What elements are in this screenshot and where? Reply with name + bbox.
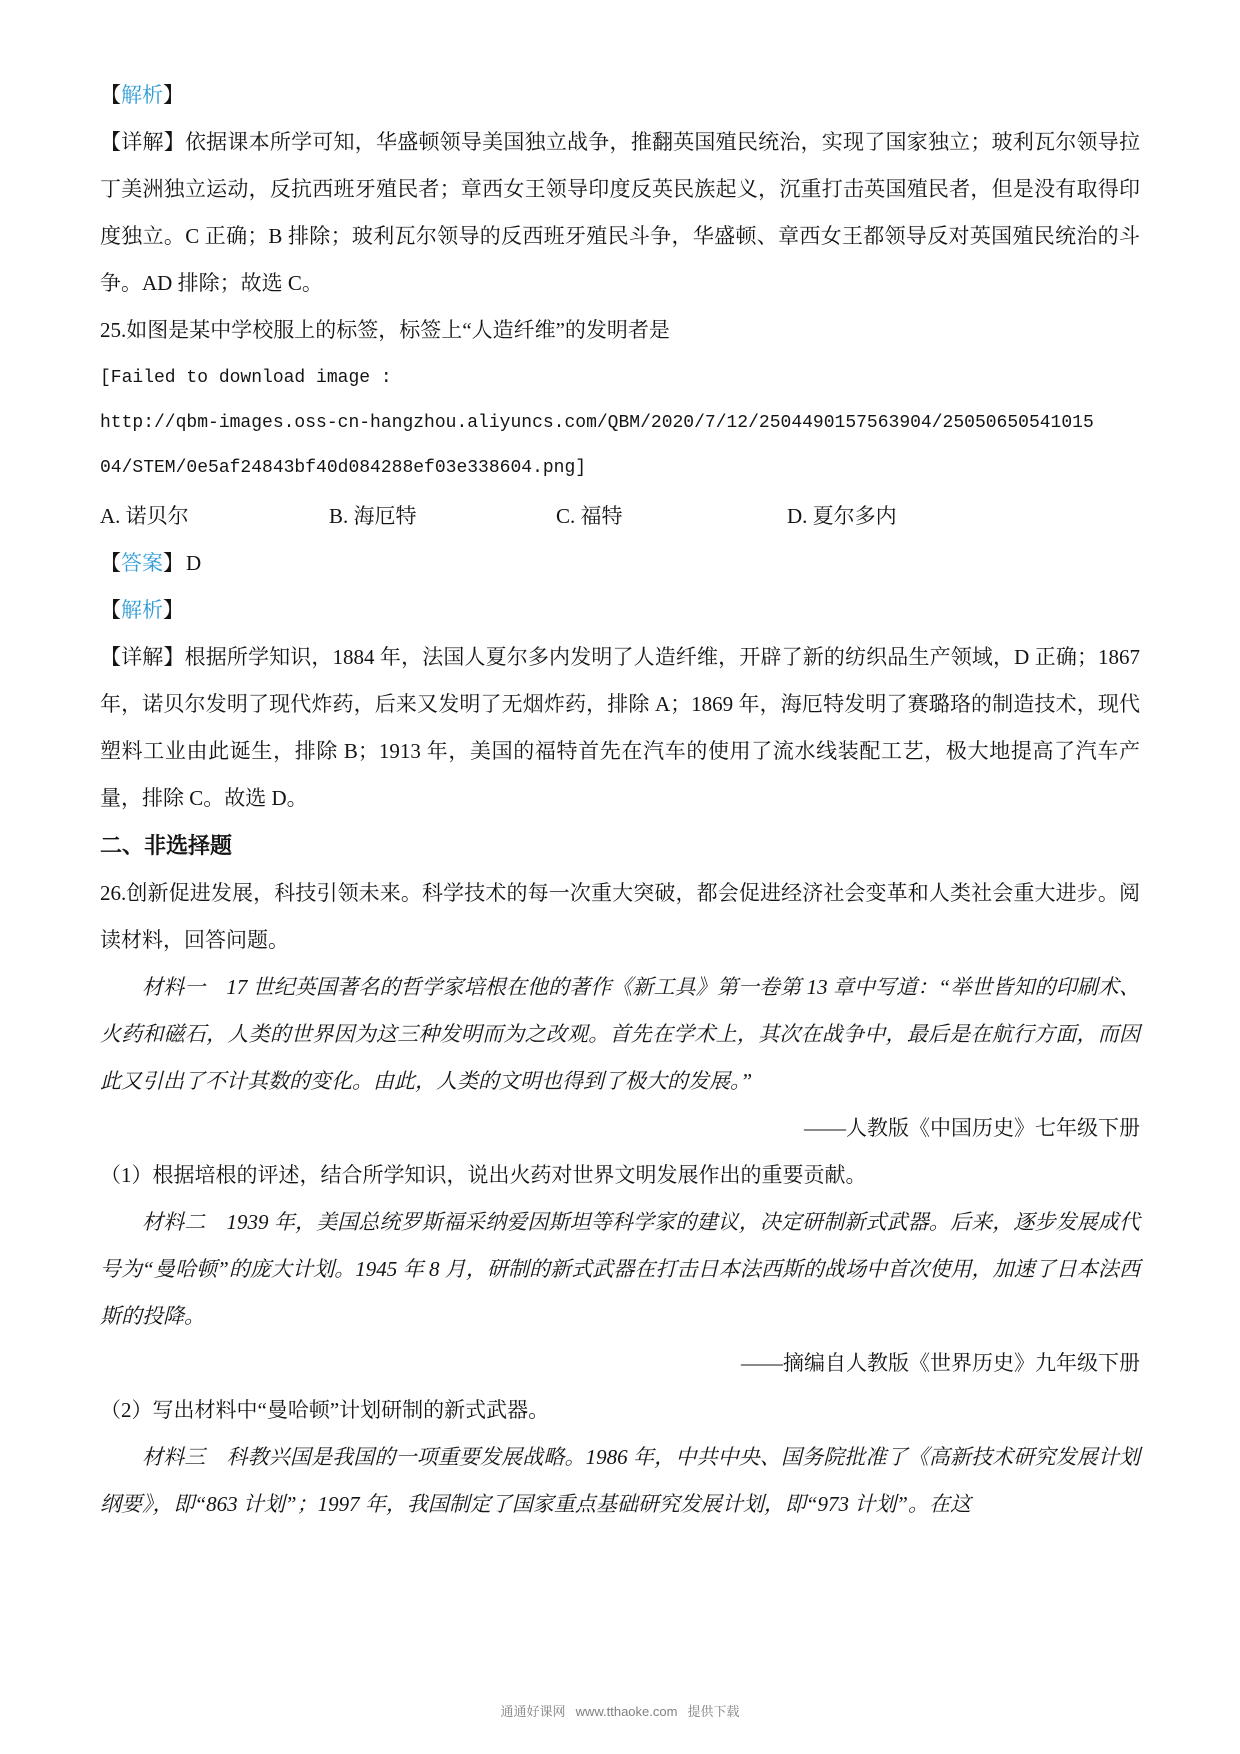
detail-text: 依据课本所学可知，华盛顿领导美国独立战争，推翻英国殖民统治，实现了国家独立；玻利瓦尔领导拉丁美洲独立运动，反抗西班牙殖民者；章西女王领导印度反英民族起义，沉重打击英国殖民者，但是没有取得印度独立。C 正确；B 排除；玻利瓦尔领导的反西班牙殖民斗争，华盛顿、章西女王都领导反对英国殖民统治的斗争。AD 排除；故选 C。 [100, 130, 1141, 295]
material-1-source: ——人教版《中国历史》七年级下册 [804, 1116, 1140, 1140]
option-b-text: 海厄特 [353, 504, 417, 528]
bracket-close: 】 [163, 645, 185, 669]
bracket-close: 】 [163, 598, 184, 622]
bracket-close: 】 [163, 551, 184, 575]
material-2-paragraph: 材料二 1939 年，美国总统罗斯福采纳爱因斯坦等科学家的建议，决定研制新式武器。后来，逐步发展成代号为“曼哈顿”的庞大计划。1945 年 8 月，研制的新式武器在打击日本法西斯的战场中首次使用，加速了日本法西斯的投降。 [100, 1210, 1140, 1328]
sub-question-1: （1）根据培根的评述，结合所学知识，说出火药对世界文明发展作出的重要贡献。 [100, 1163, 867, 1187]
option-c-text: 福特 [580, 504, 623, 528]
analysis-label: 解析 [121, 598, 163, 622]
page-footer [0, 1701, 1240, 1720]
detail-text: 根据所学知识，1884 年，法国人夏尔多内发明了人造纤维，开辟了新的纺织品生产领域，D 正确；1867 年，诺贝尔发明了现代炸药，后来又发明了无烟炸药，排除 A；1869 年，海厄特发明了赛璐珞的制造技术，现代塑料工业由此诞生，排除 B；1913 年，美国的福特首先在汽车的使用了流水线装配工艺，极大地提高了汽车产量，排除 C。故选 D。 [100, 645, 1140, 810]
material-3-paragraph: 材料三 科教兴国是我国的一项重要发展战略。1986 年，中共中央、国务院批准了《高新技术研究发展计划纲要》，即“863 计划”；1997 年，我国制定了国家重点基础研究发展计划，即“973 计划”。在这 [100, 1445, 1140, 1516]
option-a-label: A. [100, 504, 121, 528]
image-error-line-3: 04/STEM/0e5af24843bf40d084288ef03e338604.png] [100, 458, 587, 478]
detail-paragraph-1 [100, 119, 1140, 307]
bracket-close: 】 [163, 130, 185, 154]
analysis-label: 解析 [121, 83, 163, 107]
bracket-open: 【 [100, 645, 122, 669]
option-a [100, 493, 329, 540]
option-d-label: D. [787, 504, 808, 528]
bracket-open: 【 [100, 130, 122, 154]
footer-site-url: www.tthaoke.com [575, 1704, 678, 1719]
answer-line-25 [100, 540, 1140, 587]
material-2-source: ——摘编自人教版《世界历史》九年级下册 [741, 1351, 1140, 1375]
question-25-options [100, 493, 1140, 540]
analysis-marker-2 [100, 587, 1140, 634]
footer-suffix: 提供下载 [687, 1704, 740, 1719]
sub-question-2: （2）写出材料中“曼哈顿”计划研制的新式武器。 [100, 1398, 550, 1422]
detail-paragraph-2 [100, 634, 1140, 822]
bracket-close: 】 [163, 83, 184, 107]
answer-value: D [186, 551, 202, 575]
bracket-open: 【 [100, 551, 121, 575]
detail-label: 详解 [121, 130, 164, 154]
image-error-line-1: [Failed to download image : [100, 368, 392, 388]
footer-site-name: 通通好课网 [500, 1704, 566, 1719]
image-error-line-2: http://qbm-images.oss-cn-hangzhou.aliyuncs.com/QBM/2020/7/12/2504490157563904/25050650541015 [100, 413, 1094, 433]
option-d [787, 493, 1140, 540]
detail-label: 详解 [121, 645, 164, 669]
analysis-marker-1 [100, 72, 1140, 119]
option-d-text: 夏尔多内 [812, 504, 897, 528]
question-25-stem: 25.如图是某中学校服上的标签，标签上“人造纤维”的发明者是 [100, 318, 670, 342]
option-b [329, 493, 556, 540]
material-1-paragraph: 材料一 17 世纪英国著名的哲学家培根在他的著作《新工具》第一卷第 13 章中写道：“举世皆知的印刷术、火药和磁石，人类的世界因为这三种发明而为之改观。首先在学术上，其次在战争中，最后是在航行方面，而因此又引出了不计其数的变化。由此，人类的文明也得到了极大的发展。” [100, 975, 1140, 1093]
bracket-open: 【 [100, 598, 121, 622]
bracket-open: 【 [100, 83, 121, 107]
section-heading-non-choice: 二、非选择题 [100, 833, 233, 858]
option-b-label: B. [329, 504, 349, 528]
option-c-label: C. [556, 504, 576, 528]
option-c [556, 493, 787, 540]
option-a-text: 诺贝尔 [125, 504, 189, 528]
question-26-intro: 26.创新促进发展，科技引领未来。科学技术的每一次重大突破，都会促进经济社会变革和人类社会重大进步。阅读材料，回答问题。 [100, 881, 1140, 952]
image-error-block [100, 356, 1140, 491]
answer-label: 答案 [121, 551, 163, 575]
